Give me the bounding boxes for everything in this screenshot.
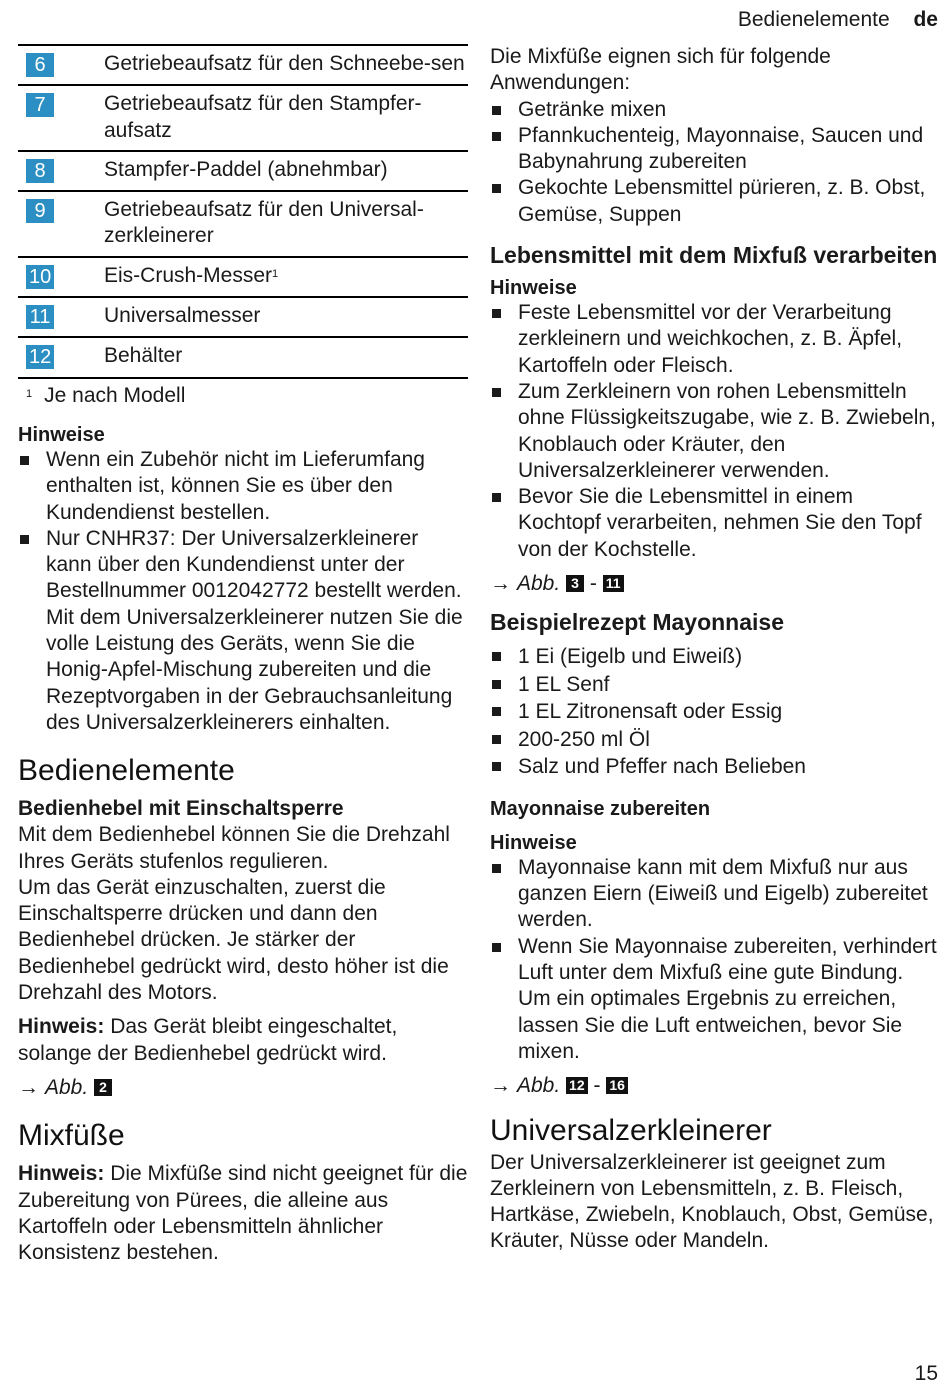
- note-paragraph: [18, 1161, 468, 1266]
- running-header: [738, 8, 938, 32]
- ingredients-list: [490, 643, 940, 781]
- table-row: [18, 45, 468, 85]
- table-row: [18, 151, 468, 191]
- hinweise-heading: Hinweise: [490, 831, 577, 854]
- part-number-badge: 9: [26, 199, 54, 223]
- figure-reference: [490, 571, 940, 597]
- figure-ref-label: Abb.: [517, 572, 561, 596]
- note-text: Das Gerät bleibt eingeschaltet, solange der Bedienhebel gedrückt wird.: [18, 1015, 398, 1065]
- figure-ref-label: Abb.: [45, 1075, 89, 1099]
- subsection-title-mayo: Mayonnaise zubereiten: [490, 797, 711, 820]
- hinweise-list: [490, 300, 940, 563]
- table-row: [18, 257, 468, 297]
- list-item: Mayonnaise kann mit dem Mixfuß nur aus ganzen Eiern (Eiweiß und Eigelb) zubereitet werden.: [490, 855, 940, 934]
- part-description-cell: [104, 257, 468, 297]
- list-item: Wenn Sie Mayonnaise zubereiten, verhindert Luft unter dem Mixfuß eine gute Bindung. Um ein optimales Ergebnis zu erreichen, lassen Sie die Luft entweichen, bevor Sie mixen.: [490, 934, 940, 1065]
- left-column: [18, 44, 468, 1266]
- arrow-right-icon: →: [490, 572, 511, 596]
- part-number-cell: [18, 297, 104, 337]
- subsection-title-recipe: Beispielrezept Mayonnaise: [490, 609, 784, 636]
- hinweise-list: [490, 855, 940, 1065]
- part-description-cell: [104, 85, 468, 151]
- note-label: Hinweis:: [18, 1015, 105, 1039]
- list-item: Zum Zerkleinern von rohen Lebensmitteln ohne Flüssigkeitszugabe, wie z. B. Zwiebeln, Knoblauch oder Kräuter, den Universalzerkleinerer verwenden.: [490, 379, 940, 484]
- part-description: Behälter: [104, 344, 183, 368]
- hinweise-heading: Hinweise: [490, 277, 577, 300]
- range-separator: -: [593, 1074, 601, 1098]
- part-number-badge: 8: [26, 159, 54, 183]
- figure-reference: [490, 1073, 940, 1099]
- list-item: Gekochte Lebensmittel pürieren, z. B. Obst, Gemüse, Suppen: [490, 175, 940, 228]
- figure-number: 16: [606, 1077, 628, 1094]
- parts-table: [18, 44, 468, 379]
- table-row: [18, 297, 468, 337]
- part-number-cell: [18, 151, 104, 191]
- list-item: 1 Ei (Eigelb und Eiweiß): [490, 643, 940, 671]
- uses-list: [490, 97, 940, 228]
- list-item: Getränke mixen: [490, 97, 940, 123]
- list-item: Salz und Pfeffer nach Belieben: [490, 753, 940, 781]
- part-number-cell: [18, 45, 104, 85]
- table-row: [18, 191, 468, 257]
- right-column: [490, 44, 940, 1255]
- list-item: Pfannkuchenteig, Mayonnaise, Saucen und Babynahrung zubereiten: [490, 123, 940, 176]
- part-description-cell: [104, 151, 468, 191]
- footnote: [26, 383, 468, 409]
- part-number-badge: 12: [26, 345, 54, 369]
- part-description-cell: [104, 297, 468, 337]
- hinweise-heading: Hinweise: [18, 423, 105, 446]
- part-description: Getriebeaufsatz für den Stampfer-aufsatz: [104, 92, 422, 142]
- part-number-cell: [18, 257, 104, 297]
- part-description: Getriebeaufsatz für den Universal-zerkleinerer: [104, 198, 424, 248]
- paragraph: Der Universalzerkleinerer ist geeignet zum Zerkleinern von Lebensmitteln, z. B. Fleisch, Hartkäse, Zwiebeln, Knoblauch, Obst, Gemüse, Kräuter, Nüsse oder Mandeln.: [490, 1150, 934, 1253]
- part-description-cell: [104, 45, 468, 85]
- figure-reference: [18, 1075, 468, 1101]
- subsection-title-verarbeiten: Lebensmittel mit dem Mixfuß verarbeiten: [490, 242, 938, 269]
- part-number-badge: 11: [26, 305, 54, 329]
- table-row: [18, 337, 468, 377]
- note-paragraph: [18, 1014, 468, 1067]
- arrow-right-icon: →: [490, 1074, 511, 1098]
- subsection-title-bedienhebel: Bedienhebel mit Einschaltsperre: [18, 797, 344, 821]
- header-language-code: de: [913, 8, 938, 31]
- section-title-mixfuesse: Mixfüße: [18, 1119, 125, 1153]
- part-description-cell: [104, 191, 468, 257]
- section-title-universalzerkleinerer: Universalzerkleinerer: [490, 1113, 772, 1147]
- list-item: 1 EL Zitronensaft oder Essig: [490, 698, 940, 726]
- paragraph: Um das Gerät einzuschalten, zuerst die Einschaltsperre drücken und dann den Bedienhebel drücken. Je stärker der Bedienhebel gedrückt wird, desto höher ist die Drehzahl des Motors.: [18, 875, 449, 1005]
- list-item: Wenn ein Zubehör nicht im Lieferumfang enthalten ist, können Sie es über den Kundendienst bestellen.: [18, 447, 468, 526]
- part-description-cell: [104, 337, 468, 377]
- paragraph: Mit dem Bedienhebel können Sie die Drehzahl Ihres Geräts stufenlos regulieren.: [18, 823, 450, 873]
- figure-ref-label: Abb.: [517, 1074, 561, 1098]
- figure-number: 12: [566, 1077, 588, 1094]
- part-number-cell: [18, 85, 104, 151]
- page-number: 15: [914, 1362, 938, 1385]
- footnote-mark: 1: [26, 387, 33, 400]
- part-description: Getriebeaufsatz für den Schneebe-sen: [104, 52, 465, 75]
- section-title-bedienelemente: Bedienelemente: [18, 754, 235, 788]
- list-item: Nur CNHR37: Der Universalzerkleinerer kann über den Kundendienst unter der Bestellnummer 0012042772 bestellt werden. Mit dem Universalzerkleinerer nutzen Sie die volle Leistung des Geräts, wenn Sie die Honig-Apfel-Mischung zubereiten und die Rezeptvorgaben in der Gebrauchsanleitung des Universalzerkleinerers einhalten.: [18, 526, 468, 736]
- paragraph: Die Mixfüße eignen sich für folgende Anwendungen:: [490, 45, 831, 95]
- arrow-right-icon: →: [18, 1075, 39, 1099]
- part-number-badge: 6: [26, 53, 54, 77]
- figure-number: 3: [566, 575, 584, 592]
- part-description: Universalmesser: [104, 304, 261, 328]
- part-number-cell: [18, 337, 104, 377]
- part-number-badge: 7: [26, 93, 54, 117]
- note-label: Hinweis:: [18, 1162, 105, 1186]
- hinweise-list: [18, 447, 468, 736]
- header-section-title: Bedienelemente: [737, 8, 890, 31]
- table-row: [18, 85, 468, 151]
- note-text: Die Mixfüße sind nicht geeignet für die Zubereitung von Pürees, die alleine aus Kartoffeln oder Lebensmitteln ähnlicher Konsistenz bestehen.: [18, 1162, 468, 1265]
- list-item: Feste Lebensmittel vor der Verarbeitung zerkleinern und weichkochen, z. B. Äpfel, Kartoffeln oder Fleisch.: [490, 300, 940, 379]
- list-item: 1 EL Senf: [490, 671, 940, 699]
- part-description: Stampfer-Paddel (abnehmbar): [104, 157, 388, 181]
- footnote-reference: 1: [272, 267, 279, 280]
- list-item: 200-250 ml Öl: [490, 726, 940, 754]
- part-number-badge: 10: [26, 265, 54, 289]
- footnote-text: Je nach Modell: [44, 383, 186, 407]
- figure-number: 11: [603, 575, 624, 592]
- range-separator: -: [589, 572, 597, 596]
- part-number-cell: [18, 191, 104, 257]
- list-item: Bevor Sie die Lebensmittel in einem Kochtopf verarbeiten, nehmen Sie den Topf von der Kochstelle.: [490, 484, 940, 563]
- figure-number: 2: [94, 1079, 112, 1096]
- part-description: Eis-Crush-Messer: [104, 263, 273, 287]
